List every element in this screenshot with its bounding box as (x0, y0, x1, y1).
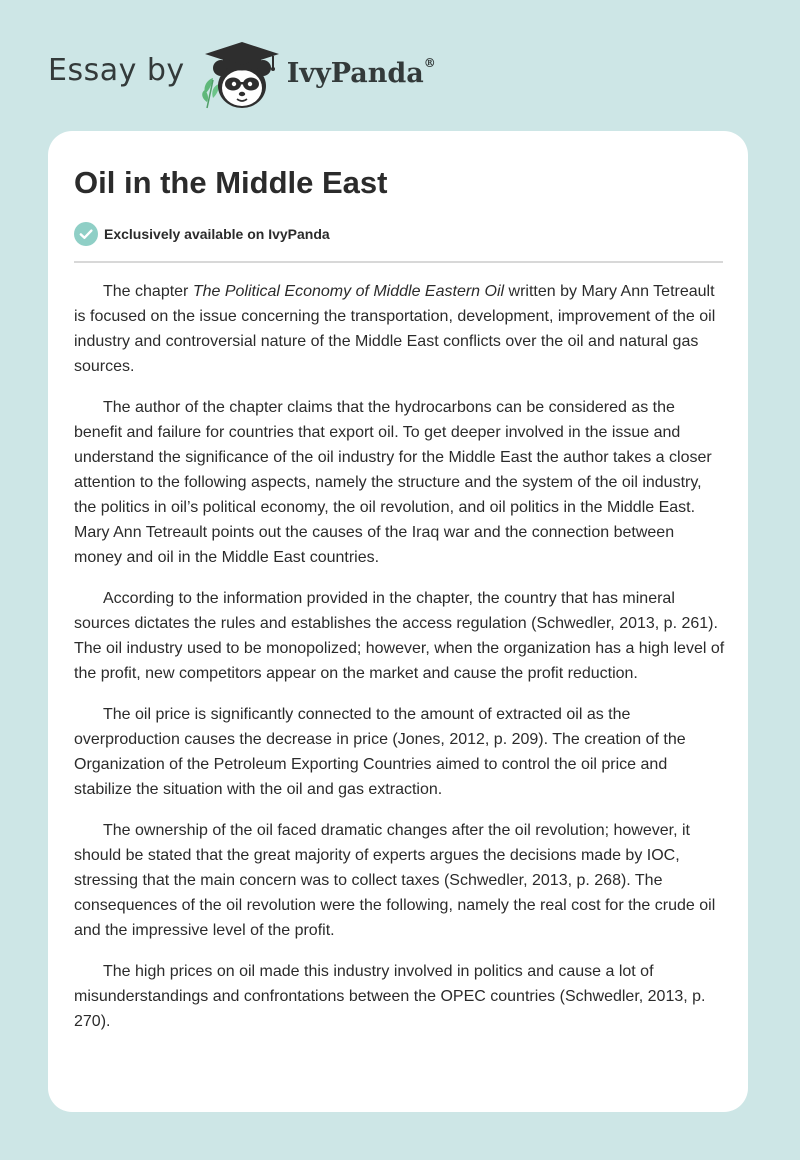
check-circle-icon (74, 222, 98, 246)
registered-mark: ® (423, 55, 436, 70)
essay-card (48, 131, 748, 1112)
paragraph: The oil price is significantly connected to the amount of extracted oil as the overproduction causes the decrease in price (Jones, 2012, p. 209). The creation of the Organization of the Petroleum Exporting Countries aimed to control the oil price and stabilize the situation with the oil and gas extraction. (74, 706, 686, 798)
paragraph: The ownership of the oil faced dramatic changes after the oil revolution; however, it should be stated that the great majority of experts argues the decisions made by IOC, stressing that the main concern was to collect taxes (Schwedler, 2013, p. 268). The consequences of the oil revolution were the following, namely the real cost for the crude oil and the impressive level of the profit. (74, 822, 716, 939)
panda-logo-icon[interactable] (199, 36, 285, 112)
site-header (48, 34, 436, 114)
book-title: The Political Economy of Middle Eastern Oil (192, 283, 505, 300)
page-title: Oil in the Middle East (74, 165, 388, 200)
paragraph: The high prices on oil made this industry involved in politics and cause a lot of misunderstandings and confrontations between the OPEC countries (Schwedler, 2013, p. 270). (74, 963, 706, 1030)
paragraph: According to the information provided in the chapter, the country that has mineral sources dictates the rules and establishes the access regulation (Schwedler, 2013, p. 261). The oil industry used to be monopolized; however, when the organization has a high level of the profit, new competitors appear on the market and cause the profit reduction. (74, 590, 725, 682)
exclusive-label: Exclusively available on IvyPanda (104, 226, 330, 242)
paragraph: The author of the chapter claims that the hydrocarbons can be considered as the benefit and failure for countries that export oil. To get deeper involved in the issue and understand the significance of the oil industry for the Middle East the author takes a closer attention to the following aspects, namely the structure and the system of the oil industry, the politics in oil’s political economy, the oil revolution, and oil politics in the Middle East. Mary Ann Tetreault points out the causes of the Iraq war and the connection between money and oil in the Middle East countries. (74, 399, 712, 566)
exclusive-badge (74, 222, 330, 246)
divider (74, 261, 723, 263)
paragraph: The chapter The Political Economy of Middle Eastern Oil written by Mary Ann Tetreault is focused on the issue concerning the transportation, development, improvement of the oil industry and controversial nature of the Middle East conflicts over the oil and natural gas sources. (74, 283, 716, 375)
essay-by-label: Essay by (48, 52, 185, 88)
brand-name[interactable]: IvyPanda® (286, 55, 436, 89)
essay-body (74, 279, 726, 1050)
